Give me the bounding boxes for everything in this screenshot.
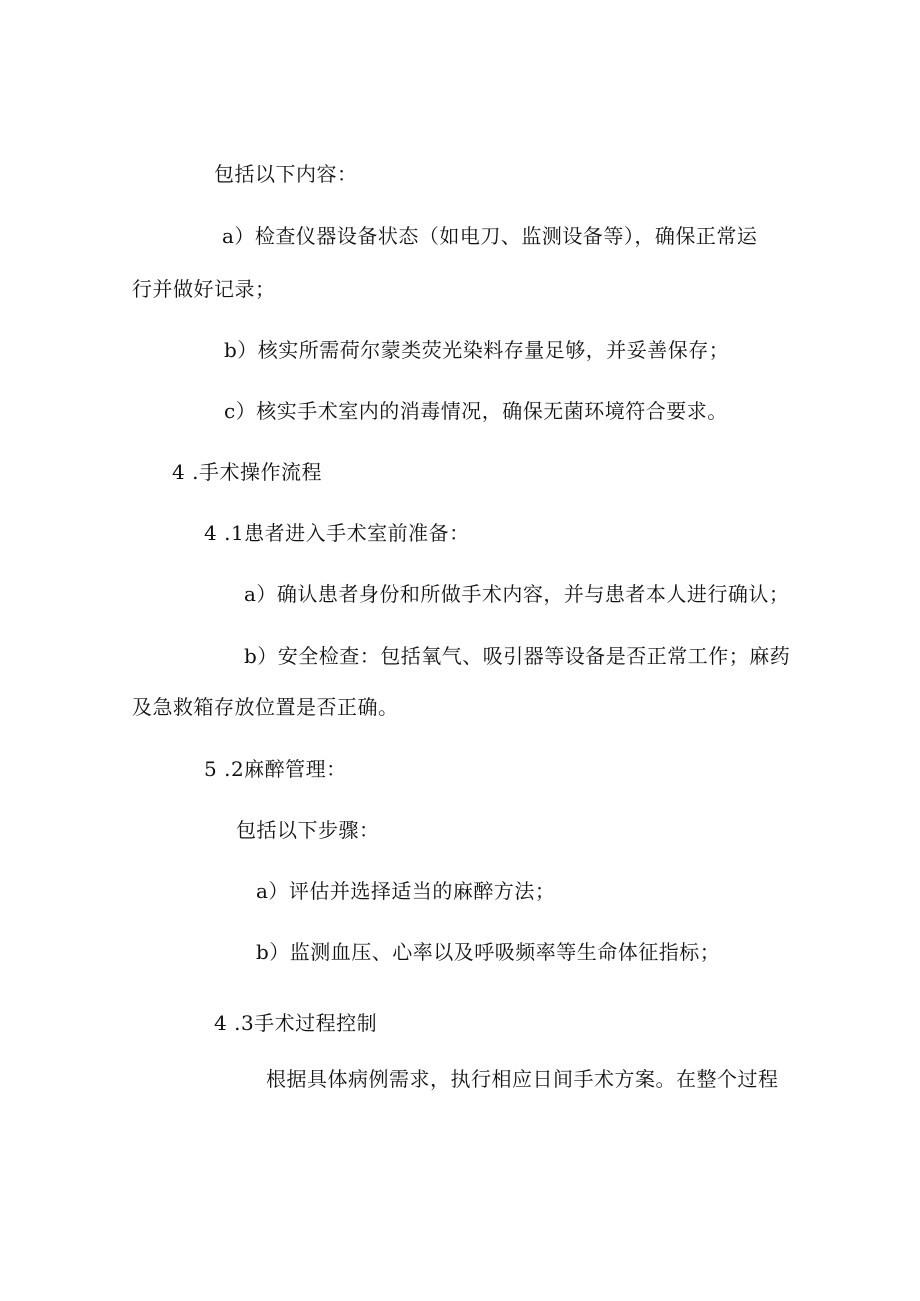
intro-contents-line: 包括以下内容： <box>214 162 358 186</box>
section-4-heading: 4 .手术操作流程 <box>172 460 322 484</box>
item-a-continuation: 行并做好记录； <box>132 277 276 301</box>
item-b-verify-dye: b）核实所需荷尔蒙类荧光染料存量足够，并妥善保存； <box>224 338 730 362</box>
subsection-4-3-heading: 4 .3手术过程控制 <box>214 1011 378 1035</box>
subsection-4-1-heading: 4 .1患者进入手术室前准备： <box>204 521 470 545</box>
item-c-disinfection: c）核实手术室内的消毒情况，确保无菌环境符合要求。 <box>224 399 728 423</box>
item-a-check-equipment: a）检查仪器设备状态（如电刀、监测设备等），确保正常运 <box>222 224 758 248</box>
surgery-control-paragraph: 根据具体病例需求，执行相应日间手术方案。在整个过程 <box>266 1067 779 1091</box>
subsection-5-2-heading: 5 .2麻醉管理： <box>204 757 347 781</box>
item-b-continuation: 及急救箱存放位置是否正确。 <box>132 695 399 719</box>
item-b-safety-check: b）安全检查：包括氧气、吸引器等设备是否正常工作；麻药 <box>244 644 791 668</box>
item-a-confirm-patient: a）确认患者身份和所做手术内容，并与患者本人进行确认； <box>244 582 790 606</box>
item-b-vital-signs: b）监测血压、心率以及呼吸频率等生命体征指标； <box>256 940 721 964</box>
steps-intro-line: 包括以下步骤： <box>236 818 380 842</box>
item-a-anesthesia-method: a）评估并选择适当的麻醉方法； <box>256 879 556 903</box>
